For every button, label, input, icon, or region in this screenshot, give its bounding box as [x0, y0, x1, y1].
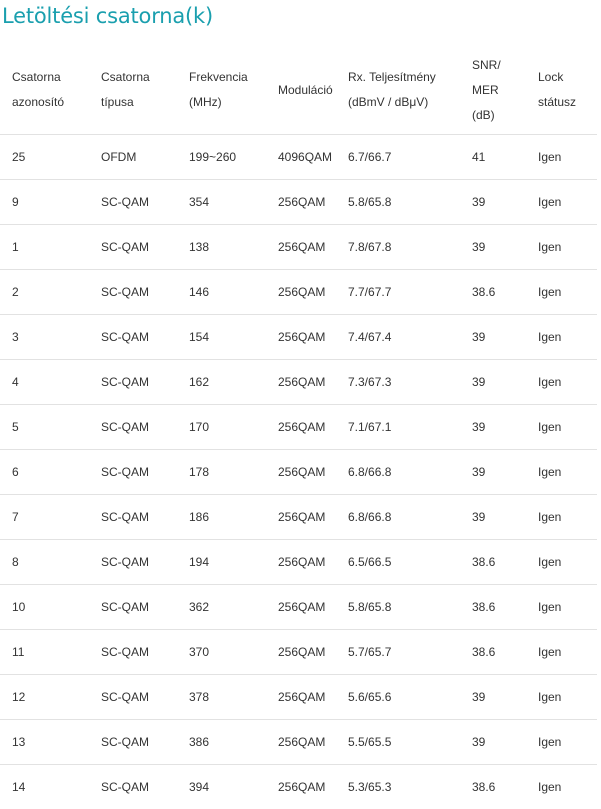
header-snr-mer-line-3: (dB) [472, 103, 526, 128]
cell-channel-type: SC-QAM [89, 630, 177, 675]
header-modulation [266, 46, 336, 135]
cell-modulation: 4096QAM [266, 135, 336, 180]
cell-rx-power: 7.8/67.8 [336, 225, 460, 270]
cell-channel-id: 4 [0, 360, 89, 405]
cell-rx-power: 6.7/66.7 [336, 135, 460, 180]
table-row [0, 630, 597, 675]
cell-channel-id: 7 [0, 495, 89, 540]
cell-snr-mer: 39 [460, 225, 526, 270]
header-rx-power [336, 46, 460, 135]
table-row [0, 360, 597, 405]
table-row [0, 225, 597, 270]
header-frequency-line-2: (MHz) [189, 90, 266, 115]
cell-snr-mer: 38.6 [460, 540, 526, 585]
cell-rx-power: 5.5/65.5 [336, 720, 460, 765]
header-channel-id-line-1: Csatorna [12, 65, 89, 90]
header-frequency [177, 46, 266, 135]
cell-rx-power: 6.8/66.8 [336, 450, 460, 495]
cell-frequency: 199~260 [177, 135, 266, 180]
cell-lock-status: Igen [526, 675, 597, 720]
cell-channel-type: SC-QAM [89, 720, 177, 765]
cell-snr-mer: 38.6 [460, 270, 526, 315]
cell-frequency: 162 [177, 360, 266, 405]
cell-lock-status: Igen [526, 225, 597, 270]
cell-channel-id: 8 [0, 540, 89, 585]
cell-lock-status: Igen [526, 360, 597, 405]
cell-rx-power: 7.7/67.7 [336, 270, 460, 315]
cell-channel-type: OFDM [89, 135, 177, 180]
cell-channel-type: SC-QAM [89, 585, 177, 630]
cell-channel-id: 11 [0, 630, 89, 675]
table-row [0, 180, 597, 225]
cell-channel-id: 9 [0, 180, 89, 225]
cell-lock-status: Igen [526, 495, 597, 540]
cell-rx-power: 6.8/66.8 [336, 495, 460, 540]
cell-channel-id: 25 [0, 135, 89, 180]
cell-lock-status: Igen [526, 405, 597, 450]
cell-modulation: 256QAM [266, 360, 336, 405]
table-header-row [0, 46, 597, 135]
cell-channel-type: SC-QAM [89, 450, 177, 495]
cell-channel-type: SC-QAM [89, 540, 177, 585]
table-row [0, 720, 597, 765]
cell-snr-mer: 38.6 [460, 630, 526, 675]
cell-snr-mer: 39 [460, 315, 526, 360]
page-title: Letöltési csatorna(k) [2, 3, 213, 29]
cell-frequency: 194 [177, 540, 266, 585]
cell-modulation: 256QAM [266, 585, 336, 630]
cell-snr-mer: 39 [460, 675, 526, 720]
table-row [0, 540, 597, 585]
cell-rx-power: 7.1/67.1 [336, 405, 460, 450]
cell-channel-id: 2 [0, 270, 89, 315]
cell-snr-mer: 39 [460, 405, 526, 450]
cell-lock-status: Igen [526, 180, 597, 225]
cell-channel-type: SC-QAM [89, 180, 177, 225]
cell-channel-id: 3 [0, 315, 89, 360]
header-lock-status-line-2: státusz [538, 90, 597, 115]
cell-lock-status: Igen [526, 720, 597, 765]
cell-channel-type: SC-QAM [89, 495, 177, 540]
table-row [0, 495, 597, 540]
cell-frequency: 154 [177, 315, 266, 360]
cell-lock-status: Igen [526, 765, 597, 809]
header-snr-mer-line-1: SNR/ [472, 53, 526, 78]
header-rx-power-line-2: (dBmV / dBμV) [348, 90, 460, 115]
cell-channel-type: SC-QAM [89, 765, 177, 809]
cell-snr-mer: 39 [460, 720, 526, 765]
header-lock-status [526, 46, 597, 135]
cell-modulation: 256QAM [266, 540, 336, 585]
cell-lock-status: Igen [526, 540, 597, 585]
cell-snr-mer: 39 [460, 180, 526, 225]
cell-modulation: 256QAM [266, 675, 336, 720]
cell-rx-power: 7.3/67.3 [336, 360, 460, 405]
cell-frequency: 394 [177, 765, 266, 809]
cell-channel-type: SC-QAM [89, 225, 177, 270]
cell-channel-id: 6 [0, 450, 89, 495]
cell-lock-status: Igen [526, 585, 597, 630]
cell-frequency: 138 [177, 225, 266, 270]
table-row [0, 270, 597, 315]
cell-channel-id: 13 [0, 720, 89, 765]
table-row [0, 765, 597, 809]
table-row [0, 315, 597, 360]
cell-modulation: 256QAM [266, 315, 336, 360]
cell-rx-power: 5.7/65.7 [336, 630, 460, 675]
cell-channel-id: 1 [0, 225, 89, 270]
header-snr-mer-line-2: MER [472, 78, 526, 103]
table-row [0, 585, 597, 630]
cell-lock-status: Igen [526, 630, 597, 675]
cell-frequency: 146 [177, 270, 266, 315]
cell-modulation: 256QAM [266, 225, 336, 270]
cell-channel-id: 10 [0, 585, 89, 630]
header-lock-status-line-1: Lock [538, 65, 597, 90]
cell-lock-status: Igen [526, 315, 597, 360]
cell-frequency: 186 [177, 495, 266, 540]
cell-rx-power: 5.8/65.8 [336, 585, 460, 630]
cell-modulation: 256QAM [266, 270, 336, 315]
cell-channel-id: 14 [0, 765, 89, 809]
cell-channel-type: SC-QAM [89, 270, 177, 315]
cell-frequency: 362 [177, 585, 266, 630]
cell-lock-status: Igen [526, 135, 597, 180]
cell-frequency: 178 [177, 450, 266, 495]
cell-snr-mer: 38.6 [460, 765, 526, 809]
cell-modulation: 256QAM [266, 495, 336, 540]
table-row [0, 135, 597, 180]
header-channel-id-line-2: azonosító [12, 90, 89, 115]
cell-modulation: 256QAM [266, 630, 336, 675]
cell-lock-status: Igen [526, 450, 597, 495]
downstream-channels-table [0, 46, 597, 809]
cell-frequency: 378 [177, 675, 266, 720]
cell-modulation: 256QAM [266, 720, 336, 765]
header-channel-type-line-1: Csatorna [101, 65, 177, 90]
cell-rx-power: 5.8/65.8 [336, 180, 460, 225]
cell-modulation: 256QAM [266, 765, 336, 809]
cell-snr-mer: 38.6 [460, 585, 526, 630]
cell-channel-type: SC-QAM [89, 315, 177, 360]
cell-snr-mer: 39 [460, 360, 526, 405]
table-row [0, 675, 597, 720]
cell-channel-type: SC-QAM [89, 405, 177, 450]
header-channel-type [89, 46, 177, 135]
cell-snr-mer: 39 [460, 450, 526, 495]
header-frequency-line-1: Frekvencia [189, 65, 266, 90]
table-row [0, 405, 597, 450]
cell-channel-type: SC-QAM [89, 675, 177, 720]
cell-rx-power: 6.5/66.5 [336, 540, 460, 585]
cell-snr-mer: 39 [460, 495, 526, 540]
cell-snr-mer: 41 [460, 135, 526, 180]
header-modulation-line-1: Moduláció [278, 78, 336, 103]
table-row [0, 450, 597, 495]
cell-frequency: 386 [177, 720, 266, 765]
header-channel-id [0, 46, 89, 135]
cell-channel-id: 12 [0, 675, 89, 720]
cell-frequency: 370 [177, 630, 266, 675]
cell-rx-power: 5.3/65.3 [336, 765, 460, 809]
cell-frequency: 170 [177, 405, 266, 450]
header-rx-power-line-1: Rx. Teljesítmény [348, 65, 460, 90]
cell-modulation: 256QAM [266, 180, 336, 225]
cell-channel-type: SC-QAM [89, 360, 177, 405]
cell-frequency: 354 [177, 180, 266, 225]
cell-channel-id: 5 [0, 405, 89, 450]
cell-rx-power: 7.4/67.4 [336, 315, 460, 360]
header-channel-type-line-2: típusa [101, 90, 177, 115]
header-snr-mer [460, 46, 526, 135]
cell-lock-status: Igen [526, 270, 597, 315]
cell-rx-power: 5.6/65.6 [336, 675, 460, 720]
cell-modulation: 256QAM [266, 405, 336, 450]
cell-modulation: 256QAM [266, 450, 336, 495]
